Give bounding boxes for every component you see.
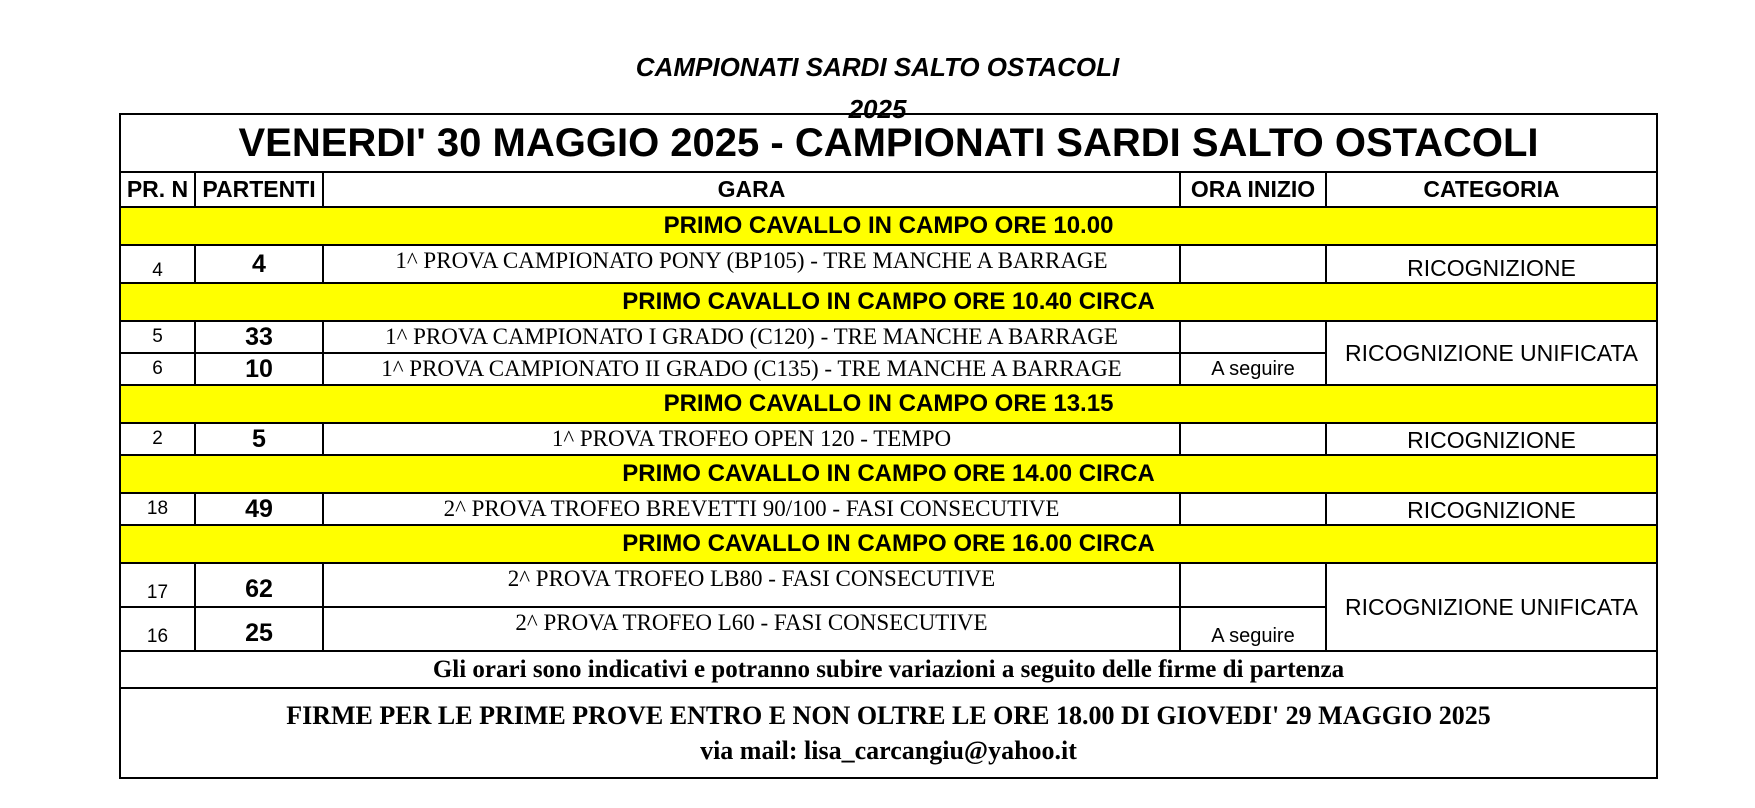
time-band: PRIMO CAVALLO IN CAMPO ORE 10.00: [120, 207, 1657, 245]
document-title-year: 2025: [848, 94, 907, 124]
firme-email: via mail: lisa_carcangiu@yahoo.it: [700, 736, 1077, 765]
prn-cell: 18: [120, 493, 195, 525]
ora-inizio-cell: [1180, 423, 1326, 455]
time-band-row: [120, 385, 1657, 423]
prn-cell: 2: [120, 423, 195, 455]
prn-cell: 17: [120, 563, 195, 607]
schedule-table: [119, 113, 1658, 779]
firme-row: [120, 688, 1657, 778]
ora-inizio-cell: A seguire: [1180, 353, 1326, 385]
partenti-cell: 10: [195, 353, 323, 385]
time-band-row: [120, 455, 1657, 493]
ora-inizio-cell: [1180, 563, 1326, 607]
partenti-cell: 5: [195, 423, 323, 455]
column-header-partenti: PARTENTI: [195, 172, 323, 207]
gara-cell: 1^ PROVA CAMPIONATO II GRADO (C135) - TRE MANCHE A BARRAGE: [323, 353, 1180, 385]
column-header-categoria: CATEGORIA: [1326, 172, 1657, 207]
time-band: PRIMO CAVALLO IN CAMPO ORE 14.00 CIRCA: [120, 455, 1657, 493]
categoria-cell: RICOGNIZIONE UNIFICATA: [1326, 321, 1657, 385]
gara-cell: 2^ PROVA TROFEO L60 - FASI CONSECUTIVE: [323, 607, 1180, 651]
table-row: [120, 493, 1657, 525]
note-row: [120, 651, 1657, 688]
table-row: [120, 563, 1657, 607]
column-header-prn: PR. N: [120, 172, 195, 207]
firme-deadline: FIRME PER LE PRIME PROVE ENTRO E NON OLTRE LE ORE 18.00 DI GIOVEDI' 29 MAGGIO 2025: [286, 700, 1491, 730]
partenti-cell: 33: [195, 321, 323, 353]
prn-cell: 4: [120, 245, 195, 283]
categoria-cell: RICOGNIZIONE: [1326, 493, 1657, 525]
gara-cell: 2^ PROVA TROFEO BREVETTI 90/100 - FASI CONSECUTIVE: [323, 493, 1180, 525]
time-band-row: [120, 283, 1657, 321]
gara-cell: 1^ PROVA CAMPIONATO I GRADO (C120) - TRE MANCHE A BARRAGE: [323, 321, 1180, 353]
column-header-gara: GARA: [323, 172, 1180, 207]
time-band-row: [120, 207, 1657, 245]
partenti-cell: 49: [195, 493, 323, 525]
time-band: PRIMO CAVALLO IN CAMPO ORE 16.00 CIRCA: [120, 525, 1657, 563]
firme-block: [120, 688, 1657, 778]
ora-inizio-cell: A seguire: [1180, 607, 1326, 651]
time-band-row: [120, 525, 1657, 563]
document-title: CAMPIONATI SARDI SALTO OSTACOLI: [635, 52, 1120, 82]
partenti-cell: 4: [195, 245, 323, 283]
prn-cell: 5: [120, 321, 195, 353]
gara-cell: 1^ PROVA CAMPIONATO PONY (BP105) - TRE MANCHE A BARRAGE: [323, 245, 1180, 283]
table-title: VENERDI' 30 MAGGIO 2025 - CAMPIONATI SARDI SALTO OSTACOLI: [120, 114, 1657, 172]
time-band: PRIMO CAVALLO IN CAMPO ORE 13.15: [120, 385, 1657, 423]
gara-cell: 1^ PROVA TROFEO OPEN 120 - TEMPO: [323, 423, 1180, 455]
categoria-cell: RICOGNIZIONE UNIFICATA: [1326, 563, 1657, 651]
table-row: [120, 245, 1657, 283]
prn-cell: 16: [120, 607, 195, 651]
categoria-cell: RICOGNIZIONE: [1326, 423, 1657, 455]
time-band: PRIMO CAVALLO IN CAMPO ORE 10.40 CIRCA: [120, 283, 1657, 321]
ora-inizio-cell: [1180, 321, 1326, 353]
column-header-ora-inizio: ORA INIZIO: [1180, 172, 1326, 207]
categoria-cell: RICOGNIZIONE: [1326, 245, 1657, 283]
partenti-cell: 25: [195, 607, 323, 651]
gara-cell: 2^ PROVA TROFEO LB80 - FASI CONSECUTIVE: [323, 563, 1180, 607]
table-row: [120, 321, 1657, 353]
note-text: Gli orari sono indicativi e potranno subire variazioni a seguito delle firme di partenza: [120, 651, 1657, 688]
ora-inizio-cell: [1180, 245, 1326, 283]
prn-cell: 6: [120, 353, 195, 385]
ora-inizio-cell: [1180, 493, 1326, 525]
column-header-row: [120, 172, 1657, 207]
table-row: [120, 423, 1657, 455]
partenti-cell: 62: [195, 563, 323, 607]
